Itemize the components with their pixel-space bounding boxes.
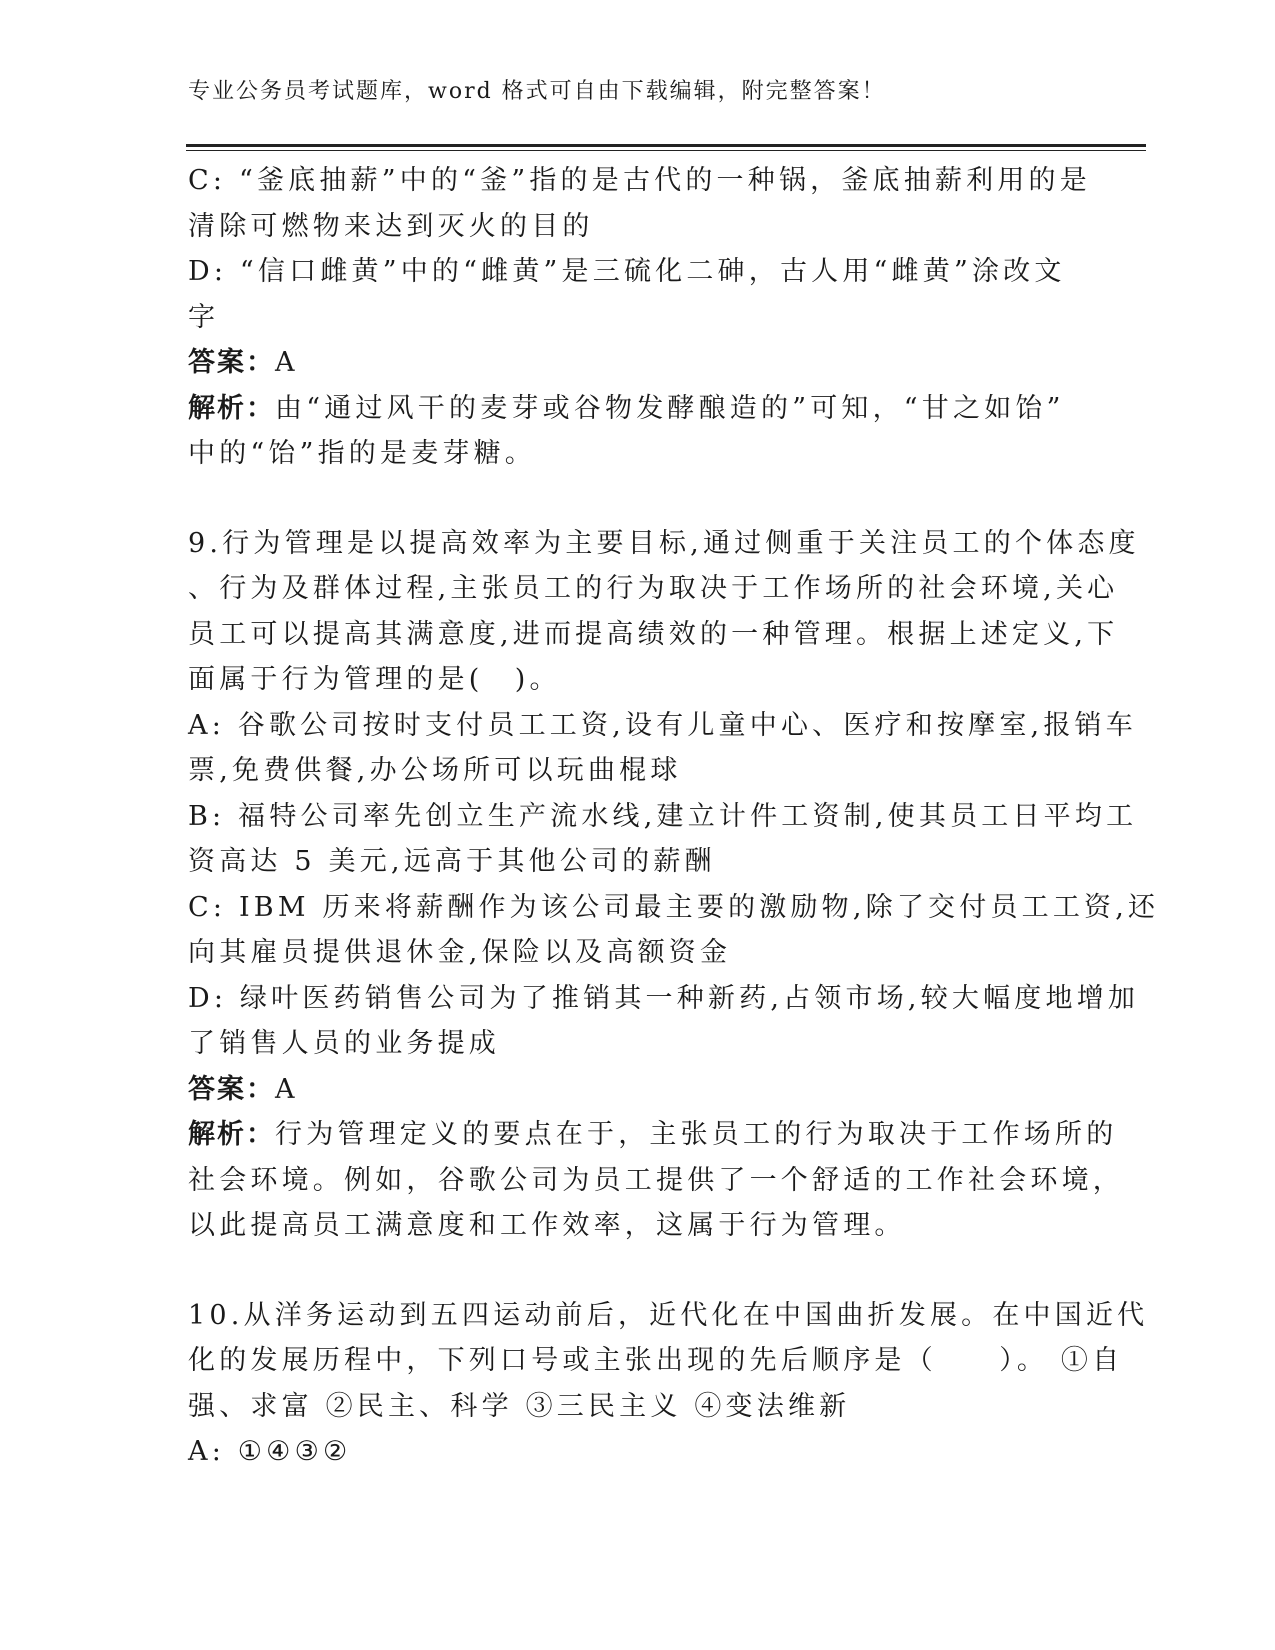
q9-option-d	[188, 976, 1140, 1067]
option-line: 资高达 5 美元,远高于其他公司的薪酬	[188, 846, 716, 877]
option-line: 票,免费供餐,办公场所可以玩曲棍球	[188, 755, 682, 786]
option-line: A: 谷歌公司按时支付员工工资,设有儿童中心、医疗和按摩室,报销车	[188, 709, 1137, 741]
option-line: D: 绿叶医药销售公司为了推销其一种新药,占领市场,较大幅度地增加	[188, 982, 1140, 1014]
q9-analysis	[188, 1112, 1124, 1249]
answer-value: A	[275, 347, 299, 378]
analysis-label: 解析：	[188, 392, 275, 424]
analysis-line: 以此提高员工满意度和工作效率，这属于行为管理。	[188, 1210, 906, 1241]
document-body	[188, 158, 1160, 1475]
option-line: 向其雇员提供退休金,保险以及高额资金	[188, 937, 732, 968]
q10-stem	[188, 1293, 1149, 1430]
stem-line: 员工可以提高其满意度,进而提高绩效的一种管理。根据上述定义,下	[188, 618, 1119, 650]
analysis-line	[188, 386, 1088, 432]
q9-answer	[188, 1067, 1088, 1113]
analysis-text: 由“通过风干的麦芽或谷物发酵酿造的”可知，“甘之如饴”	[275, 392, 1065, 424]
q8-option-c	[188, 158, 1091, 249]
answer-value: A	[275, 1073, 299, 1105]
q9-option-c	[188, 885, 1160, 976]
q9-option-b	[188, 794, 1138, 885]
answer-label: 答案：	[188, 347, 275, 378]
q8-option-d	[188, 249, 1088, 340]
option-line: 了销售人员的业务提成	[188, 1028, 500, 1059]
option-line: B: 福特公司率先创立生产流水线,建立计件工资制,使其员工日平均工	[188, 800, 1138, 832]
stem-line: 10.从洋务运动到五四运动前后，近代化在中国曲折发展。在中国近代	[188, 1299, 1149, 1331]
spacer	[188, 477, 1088, 521]
q8-answer	[188, 340, 1088, 386]
analysis-text: 行为管理定义的要点在于，主张员工的行为取决于工作场所的	[275, 1119, 1118, 1150]
option-line: C: IBM 历来将薪酬作为该公司最主要的激励物,除了交付员工工资,还	[188, 891, 1160, 923]
stem-line: 强、求富 ②民主、科学 ③三民主义 ④变法维新	[188, 1390, 851, 1422]
analysis-line	[188, 1112, 1118, 1158]
stem-line: 、行为及群体过程,主张员工的行为取决于工作场所的社会环境,关心	[188, 573, 1119, 604]
option-line: C: “釜底抽薪”中的“釜”指的是古代的一种锅，釜底抽薪利用的是	[188, 165, 1091, 196]
q8-analysis	[188, 386, 1088, 477]
q9-stem	[188, 521, 1140, 703]
page-header: 专业公务员考试题库，word 格式可自由下载编辑，附完整答案！	[188, 79, 886, 104]
header-rule-thin	[186, 150, 1146, 151]
option-line: 字	[188, 301, 220, 333]
answer-label: 答案：	[188, 1073, 275, 1105]
option-line: 清除可燃物来达到灭火的目的	[188, 210, 594, 242]
stem-line: 9.行为管理是以提高效率为主要目标,通过侧重于关注员工的个体态度	[188, 527, 1140, 559]
stem-line: 化的发展历程中，下列口号或主张出现的先后顺序是（ ）。 ①自	[188, 1345, 1124, 1376]
option-line: D: “信口雌黄”中的“雌黄”是三硫化二砷，古人用“雌黄”涂改文	[188, 256, 1066, 287]
stem-line: 面属于行为管理的是( )。	[188, 664, 561, 695]
header-rule-thick	[186, 144, 1146, 147]
q9-option-a	[188, 703, 1137, 794]
q10-option-a: A: ①④③②	[188, 1436, 352, 1467]
analysis-line: 社会环境。例如，谷歌公司为员工提供了一个舒适的工作社会环境，	[188, 1164, 1124, 1196]
spacer	[188, 1249, 1088, 1293]
analysis-line: 中的“饴”指的是麦芽糖。	[188, 438, 537, 469]
analysis-label: 解析：	[188, 1119, 275, 1150]
